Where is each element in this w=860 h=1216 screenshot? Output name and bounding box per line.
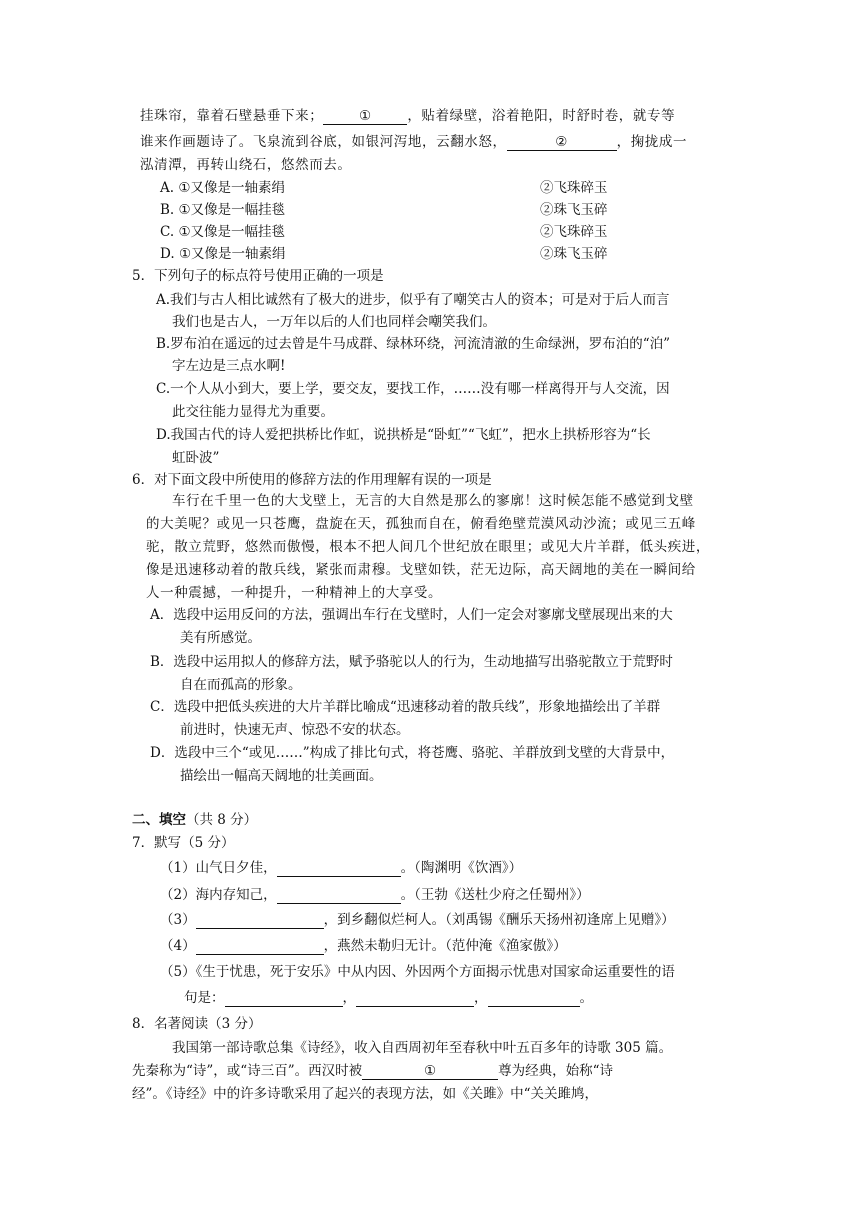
passage-line-3: 泓清潭，再转山绕石，悠然而去。 bbox=[140, 157, 352, 173]
q5-option-d-cont: 虹卧波” bbox=[172, 450, 220, 466]
q5-stem: 5．下列句子的标点符号使用正确的一项是 bbox=[132, 268, 384, 284]
q6-option-a: A．选段中运用反问的方法，强调出车行在戈壁时，人们一定会对寥廓戈壁展现出来的大 bbox=[150, 607, 673, 623]
passage-line-2: 谁来作画题诗了。飞泉流到谷底，如银河泻地，云翻水怒， ② ，掬拢成一 bbox=[140, 134, 688, 150]
q5-option-c: C.一个人从小到大，要上学，要交友，要找工作，……没有哪一样离得开与人交流，因 bbox=[156, 381, 670, 397]
q6-option-c-cont: 前进时，快速无声、惊恐不安的状态。 bbox=[180, 722, 410, 738]
passage-line-1: 挂珠帘，靠着石壁悬垂下来； ① ，贴着绿壁，浴着艳阳，时舒时卷，就专等 bbox=[140, 108, 676, 124]
q6-passage-2: 的大美呢？或见一只苍鹰，盘旋在天，孤独而自在，俯看绝壁荒漠风动沙流；或见三五峰 bbox=[146, 516, 696, 532]
q5-option-c-cont: 此交往能力显得尤为重要。 bbox=[172, 404, 334, 420]
q7-blank-5a[interactable] bbox=[225, 990, 343, 1007]
q6-option-d-cont: 描绘出一幅高天阔地的壮美画面。 bbox=[180, 768, 383, 784]
q7-item-2: （2）海内存知己， 。（王勃《送杜少府之任蜀州》） bbox=[160, 887, 590, 903]
q8-line-1: 我国第一部诗歌总集《诗经》，收入自西周初年至春秋中叶五百多年的诗歌 305 篇。 bbox=[172, 1040, 673, 1056]
q7-item-5: （5）《生于忧患，死于安乐》中从内因、外因两个方面揭示忧患对国家命运重要性的语 bbox=[160, 964, 675, 980]
q6-option-a-cont: 美有所感觉。 bbox=[180, 630, 261, 646]
q7-blank-3[interactable] bbox=[196, 912, 324, 929]
q8-line-2: 先秦称为“诗”，或“诗三百”。西汉时被 ① 尊为经典，始称“诗 bbox=[132, 1063, 614, 1079]
q6-passage-4: 像是迅速移动着的散兵线，紧张而肃穆。戈壁如铁，茫无边际，高天阔地的美在一瞬间给 bbox=[146, 562, 696, 578]
q7-blank-1[interactable] bbox=[277, 860, 401, 877]
q5-option-a-cont: 我们也是古人，一万年以后的人们也同样会嘲笑我们。 bbox=[172, 314, 496, 330]
q7-blank-2[interactable] bbox=[277, 887, 401, 904]
q8-blank-1[interactable]: ① bbox=[362, 1063, 498, 1080]
q5-option-d: D.我国古代的诗人爱把拱桥比作虹，说拱桥是“卧虹”“飞虹”，把水上拱桥形容为“长 bbox=[156, 427, 651, 443]
q7-item-5-answers: 句是： ， ， 。 bbox=[184, 990, 593, 1006]
q5-option-b-cont: 字左边是三点水啊! bbox=[172, 358, 286, 374]
blank-1[interactable]: ① bbox=[323, 108, 407, 125]
q6-option-c: C．选段中把低头疾进的大片羊群比喻成“迅速移动着的散兵线”，形象地描绘出了羊群 bbox=[150, 699, 661, 715]
q8-line-3: 经”。《诗经》中的许多诗歌采用了起兴的表现方法，如《关雎》中“关关雎鸠， bbox=[132, 1086, 599, 1102]
q6-option-d: D．选段中三个“或见……”构成了排比句式，将苍鹰、骆驼、羊群放到戈壁的大背景中， bbox=[150, 745, 675, 761]
q7-item-1: （1）山气日夕佳， 。（陶渊明《饮酒》） bbox=[160, 860, 523, 876]
q7-item-3: （3） ，到乡翻似烂柯人。（刘禹锡《酬乐天扬州初逢席上见赠》） bbox=[160, 912, 675, 928]
q7-stem: 7．默写（5 分） bbox=[132, 835, 235, 851]
q7-blank-4[interactable] bbox=[196, 938, 324, 955]
q6-option-b: B．选段中运用拟人的修辞方法，赋予骆驼以人的行为，生动地描写出骆驼散立于荒野时 bbox=[150, 654, 673, 670]
q6-stem: 6．对下面文段中所使用的修辞方法的作用理解有误的一项是 bbox=[132, 472, 492, 488]
q6-passage-3: 驼，散立荒野，悠然而傲慢，根本不把人间几个世纪放在眼里；或见大片羊群，低头疾进， bbox=[146, 539, 710, 555]
q7-blank-5b[interactable] bbox=[356, 990, 474, 1007]
q8-stem: 8．名著阅读（3 分） bbox=[132, 1016, 262, 1032]
q6-passage-1: 车行在千里一色的大戈壁上，无言的大自然是那么的寥廓！这时候怎能不感觉到戈壁 bbox=[172, 493, 694, 509]
q5-option-a: A.我们与古人相比诚然有了极大的进步，似乎有了嘲笑古人的资本；可是对于后人而言 bbox=[156, 292, 670, 308]
q4-option-a: A. ①又像是一轴素绢 ②飞珠碎玉 bbox=[160, 180, 608, 196]
q4-option-d: D. ①又像是一轴素绢 ②珠飞玉碎 bbox=[160, 246, 608, 262]
q6-option-b-cont: 自在而孤高的形象。 bbox=[180, 677, 302, 693]
q5-option-b: B.罗布泊在遥远的过去曾是牛马成群、绿林环绕，河流清澈的生命绿洲，罗布泊的“泊” bbox=[156, 336, 671, 352]
blank-2[interactable]: ② bbox=[507, 134, 617, 151]
q6-passage-5: 人一种震撼，一种提升，一种精神上的大享受。 bbox=[146, 585, 443, 601]
q4-option-b: B. ①又像是一幅挂毯 ②珠飞玉碎 bbox=[160, 202, 608, 218]
q4-option-c: C. ①又像是一幅挂毯 ②飞珠碎玉 bbox=[160, 224, 608, 240]
q7-item-4: （4） ，燕然未勒归无计。（范仲淹《渔家傲》） bbox=[160, 938, 567, 954]
q7-blank-5c[interactable] bbox=[488, 990, 580, 1007]
section-2-heading: 二、填空（共 8 分） bbox=[132, 812, 258, 828]
